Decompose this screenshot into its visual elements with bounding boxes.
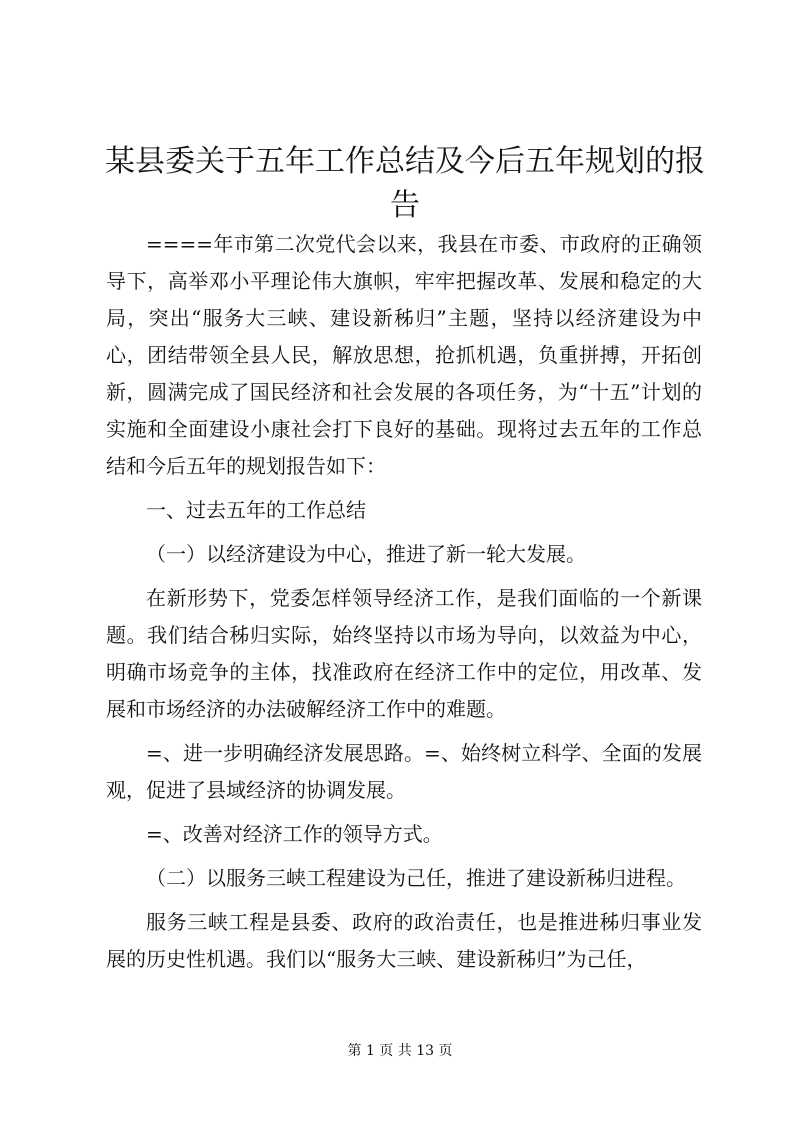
section-heading-past-five-years: 一、过去五年的工作总结	[146, 498, 366, 522]
paragraph-leadership-style: =、改善对经济工作的领导方式。	[146, 822, 443, 846]
subsection-heading-economic: （一）以经济建设为中心，推进了新一轮大发展。	[146, 542, 586, 566]
document-body	[106, 226, 702, 985]
paragraph-economic-work: 在新形势下，党委怎样领导经济工作，是我们面临的一个新课题。我们结合秭归实际，始终坚持以市场为导向，以效益为中心，明确市场竞争的主体，找准政府在经济工作中的定位，用改革、发展和市场经济的办法破解经济工作中的难题。	[106, 586, 702, 721]
subsection-heading-three-gorges: （二）以服务三峡工程建设为己任，推进了建设新秭归进程。	[146, 866, 686, 890]
paragraph-development-ideas: =、进一步明确经济发展思路。=、始终树立科学、全面的发展观，促进了县域经济的协调发展。	[106, 741, 702, 802]
page-number-footer: 第 1 页 共 13 页	[347, 1043, 453, 1059]
document-title: 某县委关于五年工作总结及今后五年规划的报告	[105, 144, 705, 223]
paragraph-three-gorges-service: 服务三峡工程是县委、政府的政治责任，也是推进秭归事业发展的历史性机遇。我们以“服务大三峡、建设新秭归”为己任，	[106, 910, 702, 971]
paragraph-intro: ====年市第二次党代会以来，我县在市委、市政府的正确领导下，高举邓小平理论伟大旗帜，牢牢把握改革、发展和稳定的大局，突出“服务大三峡、建设新秭归”主题，坚持以经济建设为中心，团结带领全县人民，解放思想，抢抓机遇，负重拼搏，开拓创新，圆满完成了国民经济和社会发展的各项任务，为“十五”计划的实施和全面建设小康社会打下良好的基础。现将过去五年的工作总结和今后五年的规划报告如下：	[106, 232, 702, 478]
